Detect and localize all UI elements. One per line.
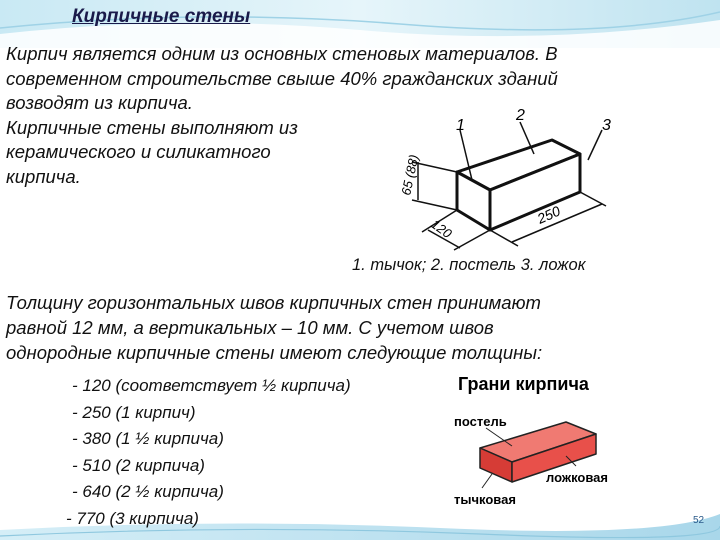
brick-faces-figure: [446, 370, 632, 514]
faces-title: Грани кирпича: [458, 374, 589, 394]
joints-line: равной 12 мм, а вертикальных – 10 мм. С учетом швов: [6, 317, 494, 338]
header-label: тычковая: [454, 492, 516, 507]
list-item: - 640 (2 ½ кирпича): [72, 482, 224, 502]
intro-line: кирпича.: [6, 165, 81, 187]
dimension-height: 65 (88): [398, 153, 422, 197]
intro-line: керамического и силикатного: [6, 141, 271, 162]
page-number: 52: [693, 515, 705, 526]
slide-title: Кирпичные стены: [72, 6, 251, 27]
joints-text: [6, 290, 716, 365]
list-item: - 380 (1 ½ кирпича): [72, 429, 224, 449]
dimension-width: 120: [428, 216, 455, 242]
intro-line: Кирпичные стены выполняют из: [6, 116, 298, 138]
joints-line: однородные кирпичные стены имеют следующие толщины:: [6, 342, 543, 363]
brick-label-1: 1: [456, 117, 465, 134]
intro-line: возводят из кирпича.: [6, 92, 193, 113]
list-item: - 510 (2 кирпича): [72, 455, 205, 475]
thickness-list: [64, 373, 351, 533]
dimension-length: 250: [534, 202, 563, 227]
list-item: - 250 (1 кирпич): [72, 402, 196, 422]
list-item: - 770 (3 кирпича): [66, 508, 199, 528]
list-item: - 120 (соответствует ½ кирпича): [72, 376, 351, 395]
bed-label: постель: [454, 414, 507, 429]
brick-label-2: 2: [516, 107, 525, 124]
brick-label-3: 3: [602, 117, 611, 134]
figure-caption: 1. тычок; 2. постель 3. ложок: [352, 256, 586, 274]
joints-line: Толщину горизонтальных швов кирпичных стен принимают: [6, 292, 541, 313]
intro-line: современном строительстве свыше 40% гражданских зданий: [6, 67, 558, 89]
intro-line: Кирпич является одним из основных стеновых материалов. В: [6, 43, 558, 64]
brick-dimension-drawing: [362, 92, 662, 252]
stretcher-label: ложковая: [546, 470, 608, 485]
